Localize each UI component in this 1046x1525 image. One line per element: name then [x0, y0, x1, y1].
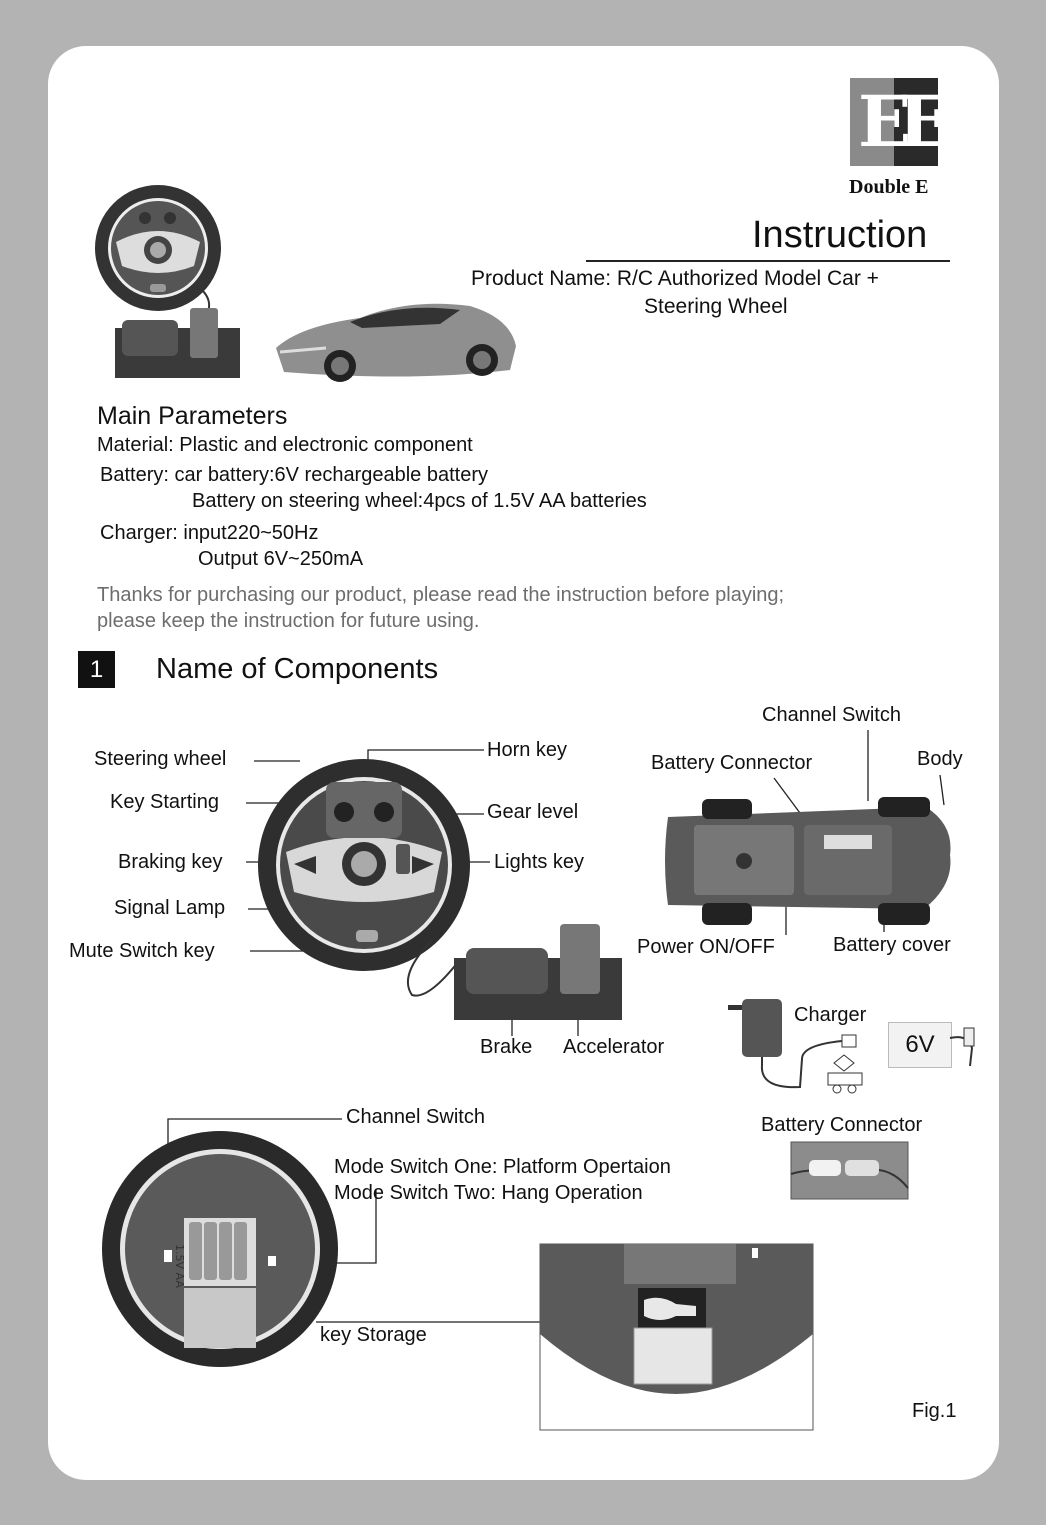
- thanks-line1: Thanks for purchasing our product, please read the instruction before playing;: [97, 584, 785, 606]
- label-mode-two: Mode Switch Two: Hang Operation: [334, 1182, 643, 1204]
- label-lights-key: Lights key: [494, 851, 585, 873]
- key-storage-photo: [540, 1244, 813, 1430]
- thanks-line2: please keep the instruction for future using.: [97, 610, 480, 632]
- label-braking-key: Braking key: [118, 851, 223, 873]
- label-body: Body: [917, 748, 963, 770]
- label-channel-switch-wheel: Channel Switch: [346, 1106, 485, 1128]
- double-e-logo: E E: [850, 78, 938, 166]
- battery-connector-photo: [791, 1142, 908, 1199]
- section-number: 1: [78, 651, 115, 688]
- param-charger-output: Output 6V~250mA: [198, 548, 364, 570]
- product-name-line1: Product Name: R/C Authorized Model Car +: [471, 267, 879, 290]
- car-underside-diagram: [654, 795, 956, 929]
- param-charger-input: Charger: input220~50Hz: [100, 522, 319, 544]
- battery-wire-icon: [948, 1022, 978, 1070]
- page-title: Instruction: [752, 214, 928, 256]
- label-power-onoff: Power ON/OFF: [637, 936, 775, 958]
- param-battery-car: Battery: car battery:6V rechargeable battery: [100, 464, 488, 486]
- figure-label: Fig.1: [912, 1400, 957, 1422]
- label-steering-wheel: Steering wheel: [94, 748, 227, 770]
- label-horn-key: Horn key: [487, 739, 568, 761]
- label-mute-switch: Mute Switch key: [69, 940, 215, 962]
- label-channel-switch-car: Channel Switch: [762, 704, 901, 726]
- param-battery-wheel: Battery on steering wheel:4pcs of 1.5V AA batteries: [192, 490, 647, 512]
- wheel-back-diagram: [100, 1130, 342, 1368]
- battery-6v-pack: 6V: [888, 1022, 952, 1068]
- brand-name: Double E: [849, 176, 929, 198]
- label-key-starting: Key Starting: [110, 791, 219, 813]
- label-gear-level: Gear level: [487, 801, 579, 823]
- label-brake: Brake: [480, 1036, 533, 1058]
- label-signal-lamp: Signal Lamp: [114, 897, 226, 919]
- label-battery-cover: Battery cover: [833, 934, 951, 956]
- product-name-line2: Steering Wheel: [644, 295, 788, 318]
- param-material: Material: Plastic and electronic component: [97, 434, 473, 456]
- label-battery-connector-photo: Battery Connector: [761, 1114, 923, 1136]
- section-title: Name of Components: [156, 653, 439, 685]
- label-mode-one: Mode Switch One: Platform Opertaion: [334, 1156, 671, 1178]
- pedals-diagram: [408, 920, 628, 1025]
- label-battery-connector-car: Battery Connector: [651, 752, 813, 774]
- parameters-heading: Main Parameters: [97, 402, 288, 430]
- battery-cell-label: 1.5V AA: [173, 1244, 186, 1288]
- label-accelerator: Accelerator: [563, 1036, 665, 1058]
- label-charger: Charger: [794, 1004, 867, 1026]
- label-key-storage: key Storage: [320, 1324, 427, 1346]
